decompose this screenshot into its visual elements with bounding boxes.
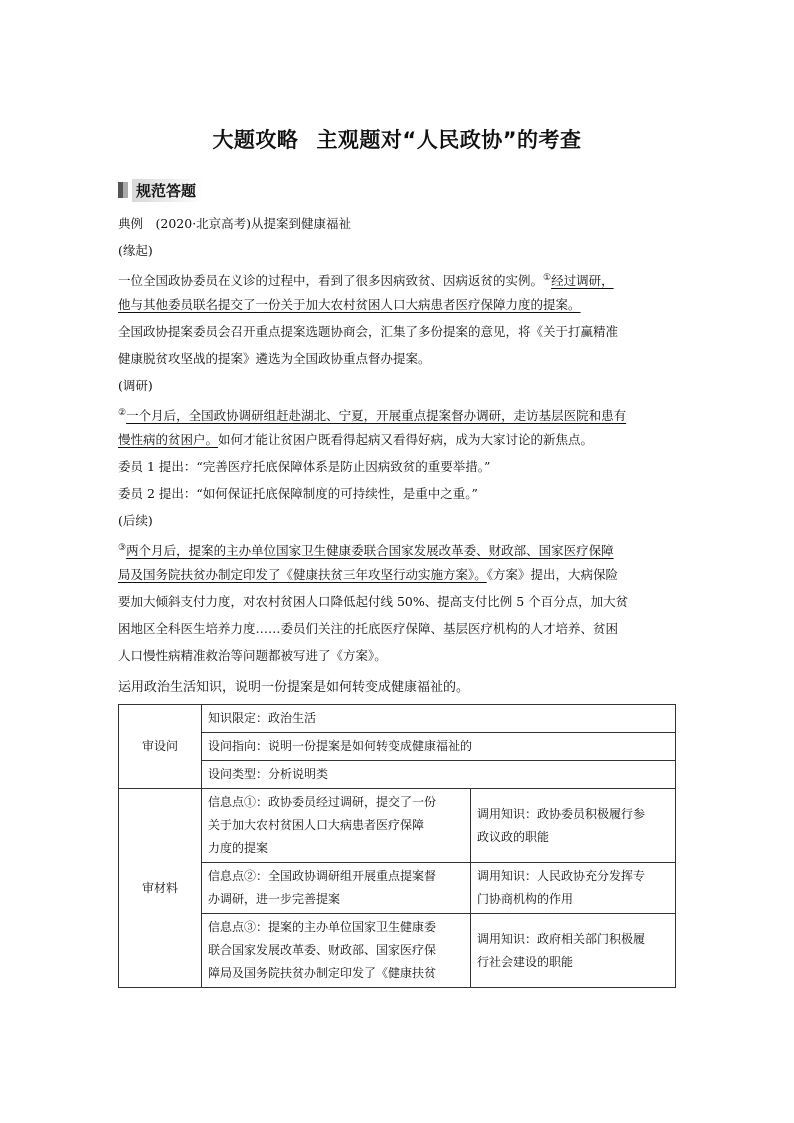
question-type-text: 设问类型：分析说明类 xyxy=(208,767,329,781)
title-part2: 主观题对“人民政协”的考查 xyxy=(316,128,582,152)
followup-line-1 xyxy=(118,539,676,560)
cell-info-1 xyxy=(202,789,471,863)
cell-question-direction xyxy=(202,733,676,761)
cell-knowledge-3 xyxy=(471,914,676,988)
knowledge-limit-text: 知识限定：政治生活 xyxy=(208,711,317,725)
followup-line-5: 人口慢性病精准救治等问题都被写进了《方案》。 xyxy=(118,648,387,663)
question-direction-text: 设问指向：说明一份提案是如何转变成健康福祉的 xyxy=(208,739,473,753)
section-label: 规范答题 xyxy=(132,179,204,202)
member-1-quote: 委员 1 提出：“完善医疗托底保障体系是防止因病致贫的重要举措。” xyxy=(118,459,491,474)
knowledge-3-line-a: 调用知识：政府相关部门积极履 xyxy=(477,931,646,946)
origin-label: (缘起) xyxy=(118,243,153,258)
question-prompt: 运用政治生活知识，说明一份提案是如何转变成健康福祉的。 xyxy=(118,680,470,695)
origin-underlined-b: 他与其他委员联名提交了一份关于加大农村贫困人口大病患者医疗保障力度的提案。 xyxy=(118,297,581,312)
cell-info-3 xyxy=(202,914,471,988)
analysis-table xyxy=(118,704,676,988)
research-line-1 xyxy=(118,404,676,425)
info-1-line-c: 力度的提案 xyxy=(208,841,269,855)
marker-2: ② xyxy=(118,408,127,418)
cell-shen-shewen: 审设问 xyxy=(119,705,202,789)
cell-shen-cailiao: 审材料 xyxy=(119,789,202,988)
cell-info-2 xyxy=(202,863,471,914)
followup-line-3: 要加大倾斜支付力度，对农村贫困人口降低起付线 50%、提高支付比例 5 个百分点，加大贫 xyxy=(118,594,629,609)
example-heading: 典例 (2020·北京高考)从提案到健康福祉 xyxy=(118,216,352,231)
origin-line-2 xyxy=(118,296,676,314)
info-2-line-a: 信息点②：全国政协调研组开展重点提案督 xyxy=(208,869,437,883)
research-text-c: 如何才能让贫困户既看得起病又看得好病，成为大家讨论的新焦点。 xyxy=(218,432,594,447)
origin-line-4: 健康脱贫攻坚战的提案》遴选为全国政协重点督办提案。 xyxy=(118,351,431,366)
knowledge-2-line-a: 调用知识：人民政协充分发挥专 xyxy=(477,869,646,883)
followup-line-4: 困地区全科医生培养力度……委员们关注的托底医疗保障、基层医疗机构的人才培养、贫困 xyxy=(118,621,619,636)
info-2-line-b: 办调研，进一步完善提案 xyxy=(208,892,341,906)
info-1-line-b: 关于加大农村贫困人口大病患者医疗保障 xyxy=(208,818,425,832)
table-row xyxy=(119,914,676,988)
followup-text-c: 《方案》提出，大病保险 xyxy=(486,567,619,582)
title-part1: 大题攻略 xyxy=(212,128,299,152)
page-title xyxy=(0,124,794,154)
marker-3: ③ xyxy=(118,543,127,553)
cell-knowledge-2 xyxy=(471,863,676,914)
cell-knowledge-1 xyxy=(471,789,676,863)
knowledge-1-line-a: 调用知识：政协委员积极履行参 xyxy=(477,806,646,821)
origin-line-3: 全国政协提案委员会召开重点提案选题协商会，汇集了多份提案的意见，将《关于打赢精准 xyxy=(118,324,619,339)
info-3-line-b: 联合国家发展改革委、财政部、国家医疗保 xyxy=(208,943,437,957)
research-label: (调研) xyxy=(118,378,153,393)
table-row xyxy=(119,863,676,914)
research-underlined-a: 一个月后，全国政协调研组赶赴湖北、宁夏，开展重点提案督办调研，走访基层医院和患有 xyxy=(126,408,627,424)
followup-underlined-b: 局及国务院扶贫办制定印发了《健康扶贫三年攻坚行动实施方案》。 xyxy=(118,567,487,582)
table-row xyxy=(119,789,676,863)
table-row xyxy=(119,705,676,733)
section-marker-icon xyxy=(118,182,128,198)
info-3-line-a: 信息点③：提案的主办单位国家卫生健康委 xyxy=(208,920,437,934)
origin-line-1 xyxy=(118,269,676,290)
research-underlined-b: 慢性病的贫困户。 xyxy=(118,432,219,447)
cell-question-type xyxy=(202,761,676,789)
table-row xyxy=(119,733,676,761)
research-line-2 xyxy=(118,431,676,449)
section-heading xyxy=(118,179,204,201)
cell-knowledge-limit xyxy=(202,705,676,733)
info-1-line-a: 信息点①：政协委员经过调研，提交了一份 xyxy=(208,795,437,809)
followup-underlined-a: 两个月后，提案的主办单位国家卫生健康委联合国家发展改革委、财政部、国家医疗保障 xyxy=(126,543,614,559)
followup-label: (后续) xyxy=(118,513,153,528)
info-3-line-c: 障局及国务院扶贫办制定印发了《健康扶贫 xyxy=(208,966,437,980)
knowledge-1-line-b: 政议政的职能 xyxy=(477,829,550,844)
followup-line-2 xyxy=(118,566,676,584)
origin-underlined-a: 经过调研， xyxy=(551,273,614,289)
knowledge-3-line-b: 行社会建设的职能 xyxy=(477,954,574,969)
origin-text-a: 一位全国政协委员在义诊的过程中，看到了很多因病致贫、因病返贫的实例。 xyxy=(118,273,544,289)
member-2-quote: 委员 2 提出：“如何保证托底保障制度的可持续性，是重中之重。” xyxy=(118,486,478,501)
knowledge-2-line-b: 门协商机构的作用 xyxy=(477,892,574,906)
table-row xyxy=(119,761,676,789)
marker-1: ① xyxy=(543,273,552,283)
